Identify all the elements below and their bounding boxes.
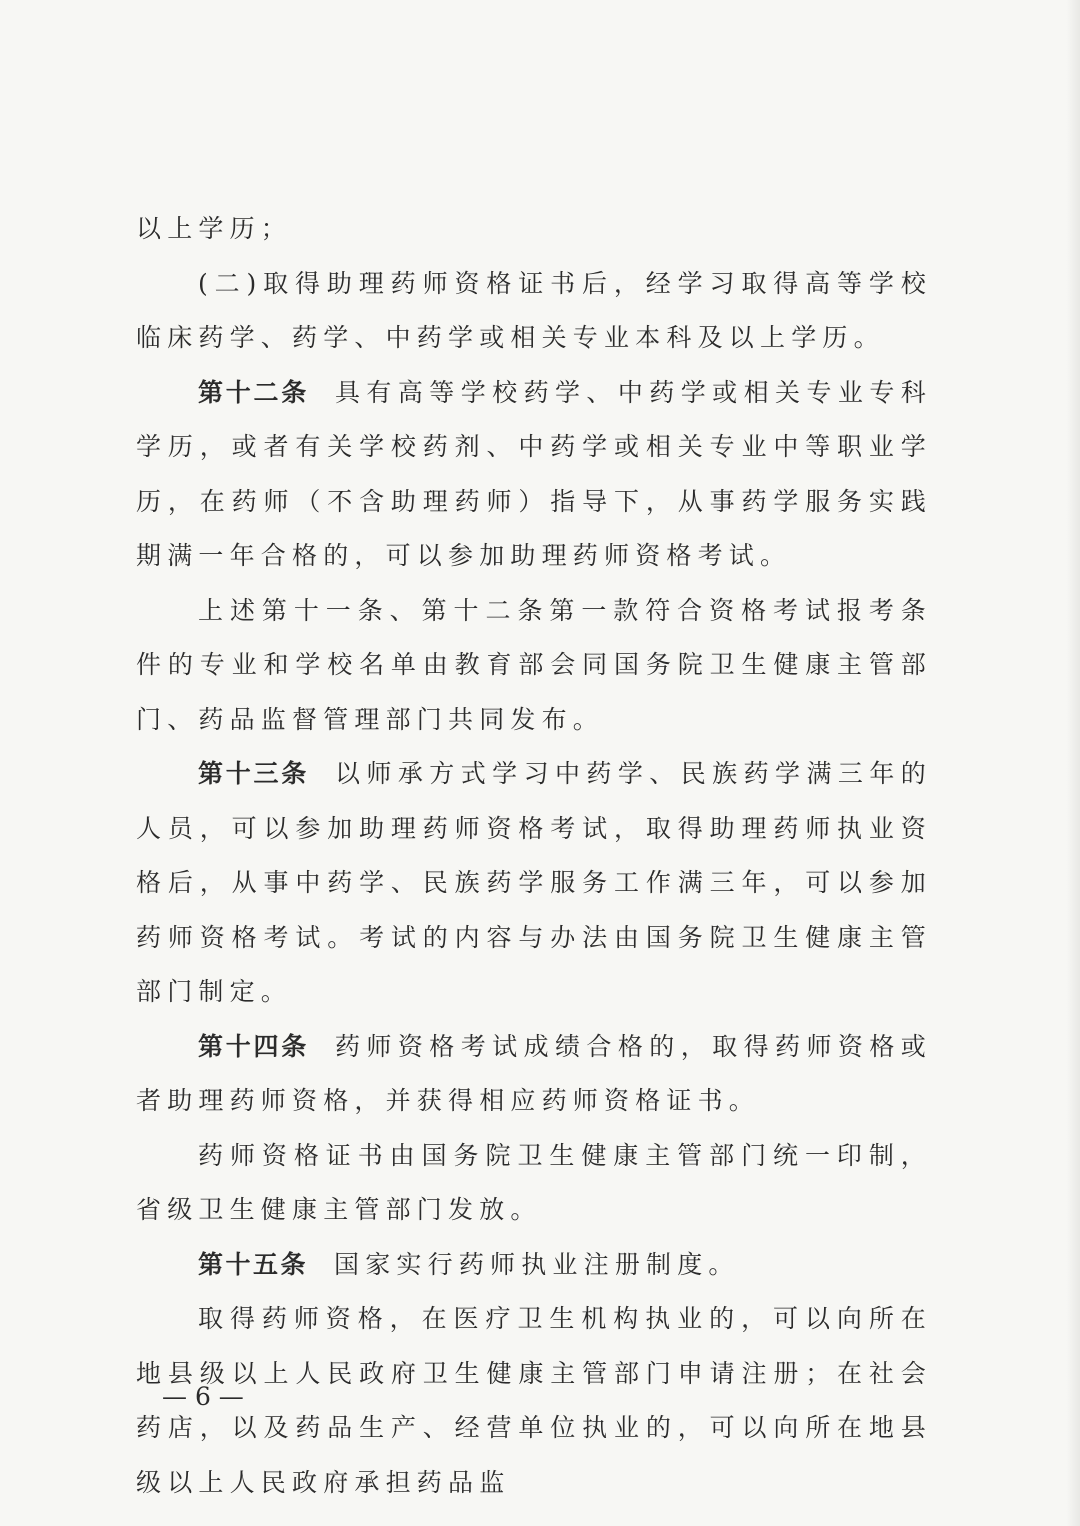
article-heading: 第十四条 xyxy=(198,1031,309,1061)
paragraph-article-14 xyxy=(136,1020,932,1129)
document-body xyxy=(136,202,932,1510)
paragraph-text: 以师承方式学习中药学、民族药学满三年的人员，可以参加助理药师资格考试，取得助理药师执业资格后，从事中药学、民族药学服务工作满三年，可以参加药师资格考试。考试的内容与办法由国务院卫生健康主管部门制定。 xyxy=(136,759,932,1006)
paragraph-text: 药师资格证书由国务院卫生健康主管部门统一印制，省级卫生健康主管部门发放。 xyxy=(136,1140,932,1224)
article-heading: 第十三条 xyxy=(198,759,309,788)
paragraph-text: 以上学历； xyxy=(136,214,293,243)
article-heading: 第十五条 xyxy=(198,1249,309,1279)
paragraph-text: 具有高等学校药学、中药学或相关专业专科学历，或者有关学校药剂、中药学或相关专业中等职业学历，在药师（不含助理药师）指导下，从事药学服务实践期满一年合格的，可以参加助理药师资格考试。 xyxy=(136,377,932,570)
paragraph-article-14-note xyxy=(136,1129,932,1238)
paragraph-item-2 xyxy=(136,257,932,366)
paragraph-text: 取得药师资格，在医疗卫生机构执业的，可以向所在地县级以上人民政府卫生健康主管部门申请注册；在社会药店，以及药品生产、经营单位执业的，可以向所在地县级以上人民政府承担药品监 xyxy=(136,1304,932,1497)
paragraph-article-15-note xyxy=(136,1292,932,1510)
paragraph-text: (二)取得助理药师资格证书后，经学习取得高等学校临床药学、药学、中药学或相关专业本科及以上学历。 xyxy=(136,268,932,352)
page-edge-shadow xyxy=(1066,0,1080,1526)
article-heading: 第十二条 xyxy=(198,377,309,407)
paragraph-article-13 xyxy=(136,747,932,1020)
paragraph-article-15 xyxy=(136,1238,932,1293)
paragraph-article-12-note xyxy=(136,584,932,748)
paragraph-article-12 xyxy=(136,366,932,584)
paragraph-text: 药师资格考试成绩合格的，取得药师资格或者助理药师资格，并获得相应药师资格证书。 xyxy=(136,1031,932,1115)
paragraph-continuation xyxy=(136,202,932,257)
paragraph-text: 上述第十一条、第十二条第一款符合资格考试报考条件的专业和学校名单由教育部会同国务院卫生健康主管部门、药品监督管理部门共同发布。 xyxy=(136,595,932,734)
paragraph-text: 国家实行药师执业注册制度。 xyxy=(334,1249,740,1279)
page-number: — 6 — xyxy=(162,1382,244,1411)
